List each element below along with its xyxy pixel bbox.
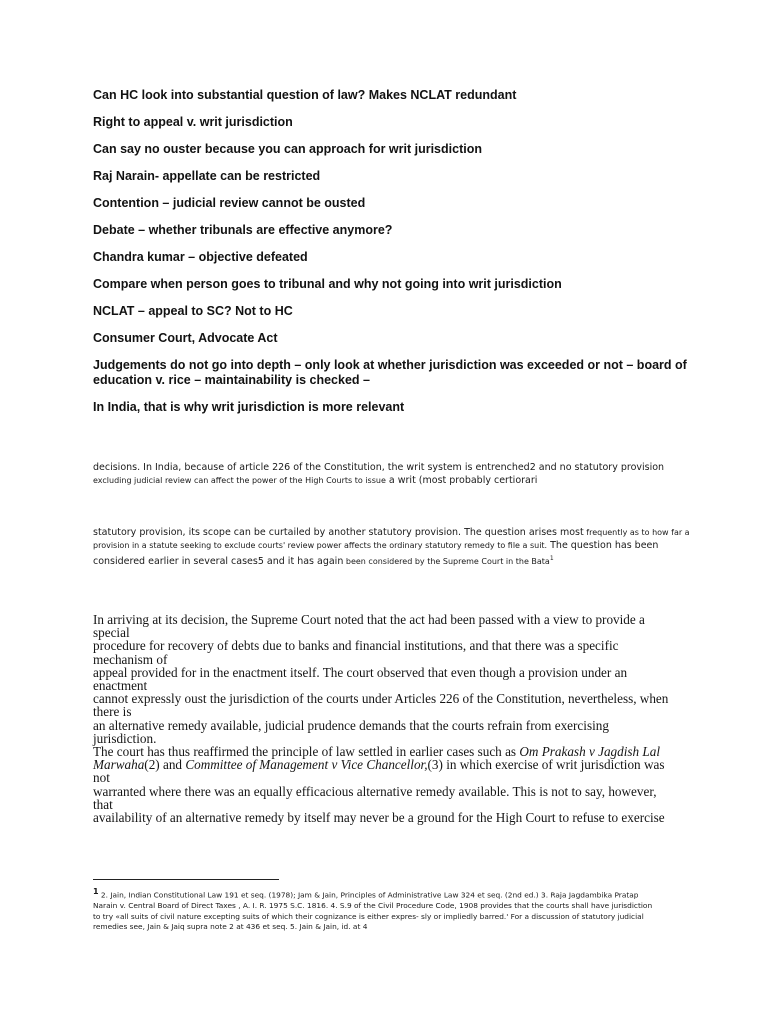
- excerpt-text: The question has been considered earlier in several cases5 and it has again: [93, 540, 659, 568]
- excerpt-line: cannot expressly oust the jurisdiction of the courts under Articles 226 of the Constitution, nevertheless, when there is: [93, 691, 669, 720]
- excerpt-line: In arriving at its decision, the Supreme Court noted that the act had been passed with a view to provide a special: [93, 612, 645, 641]
- excerpt-supreme-court: [93, 613, 673, 824]
- excerpt-text: (3) in which exercise of writ jurisdiction was not: [93, 757, 665, 786]
- footnote-text: 2. Jain, Indian Constitutional Law 191 et seq. (1978); Jam & Jain, Principles of Administrative Law 324 et seq. (2nd ed.) 3. Raja Jagdambika Pratap Narain v. Central Board of Direct Taxes , A. I. R. 1975 S.C. 1816. 4. S.9 of the Civil Procedure Code, 1908 provides that the courts shall have jurisdiction to try «all suits of civil nature excepting suits of which their cognizance is either expres- sly or impliedly barred.' For a discussion of statutory judicial remedies see, Jain & Jaiq supra note 2 at 436 et seq. 5. Jain & Jain, id. at 4: [93, 890, 653, 932]
- excerpt-text: The court has thus reaffirmed the principle of law settled in earlier cases such as: [93, 744, 520, 760]
- excerpt-line: [93, 758, 673, 784]
- excerpt-text: excluding judicial review can affect the power of the High Courts to issue: [93, 476, 386, 485]
- excerpt-text: a writ (most probably certiorari: [385, 475, 538, 486]
- case-name: Committee of Management v Vice Chancellor,: [185, 757, 428, 773]
- note-line: Chandra kumar – objective defeated: [93, 250, 308, 264]
- excerpt-line: appeal provided for in the enactment itself. The court observed that even though a provision under an enactment: [93, 664, 628, 694]
- footnote-separator: [93, 879, 279, 880]
- note-line: Contention – judicial review cannot be ousted: [93, 196, 366, 210]
- note-line: Can say no ouster because you can approach for writ jurisdiction: [93, 142, 482, 156]
- excerpt-writ-system: [93, 461, 693, 487]
- excerpt-statutory-provision: [93, 526, 693, 568]
- note-line: Compare when person goes to tribunal and why not going into writ jurisdiction: [93, 277, 562, 291]
- lecture-notes: [93, 88, 693, 427]
- note-line: Can HC look into substantial question of law? Makes NCLAT redundant: [93, 88, 517, 102]
- footnote-marker: 1: [93, 887, 99, 896]
- note-line: Debate – whether tribunals are effective anymore?: [93, 223, 393, 237]
- excerpt-text: statutory provision, its scope can be curtailed by another statutory provision. The question arises most: [93, 527, 584, 538]
- note-line: In India, that is why writ jurisdiction is more relevant: [93, 400, 405, 414]
- excerpt-text: been considered by the Supreme Court in the Bata: [343, 557, 550, 567]
- case-name: Marwaha: [93, 757, 145, 773]
- excerpt-line: procedure for recovery of debts due to banks and financial institutions, and that there was a specific mechanism of: [93, 638, 619, 667]
- note-line: Raj Narain- appellate can be restricted: [93, 169, 321, 183]
- excerpt-line: availability of an alternative remedy by itself may never be a ground for the High Court to refuse to exercise: [93, 810, 665, 826]
- case-name: Om Prakash v Jagdish Lal: [519, 744, 661, 760]
- note-line: Consumer Court, Advocate Act: [93, 331, 278, 345]
- excerpt-text: decisions. In India, because of article 226 of the Constitution, the writ system is entrenched2 and no statutory provision: [93, 462, 665, 473]
- footnote: [93, 887, 658, 933]
- note-line: NCLAT – appeal to SC? Not to HC: [93, 304, 293, 318]
- excerpt-line: an alternative remedy available, judicial prudence demands that the courts refrain from exercising jurisdiction.: [93, 717, 609, 746]
- excerpt-text: frequently as to how far a provision in a statute seeking to exclude courts' review power affects the ordinary statutory remedy to file a suit.: [93, 528, 690, 550]
- excerpt-line: warranted where there was an equally efficacious alternative remedy available. This is not to say, however, that: [93, 783, 657, 812]
- note-line: Judgements do not go into depth – only look at whether jurisdiction was exceeded or not – board of education v. rice – maintainability is checked –: [93, 358, 687, 387]
- excerpt-text: (2) and: [144, 757, 186, 773]
- footnote-reference: 1: [549, 555, 554, 562]
- note-line: Right to appeal v. writ jurisdiction: [93, 115, 293, 129]
